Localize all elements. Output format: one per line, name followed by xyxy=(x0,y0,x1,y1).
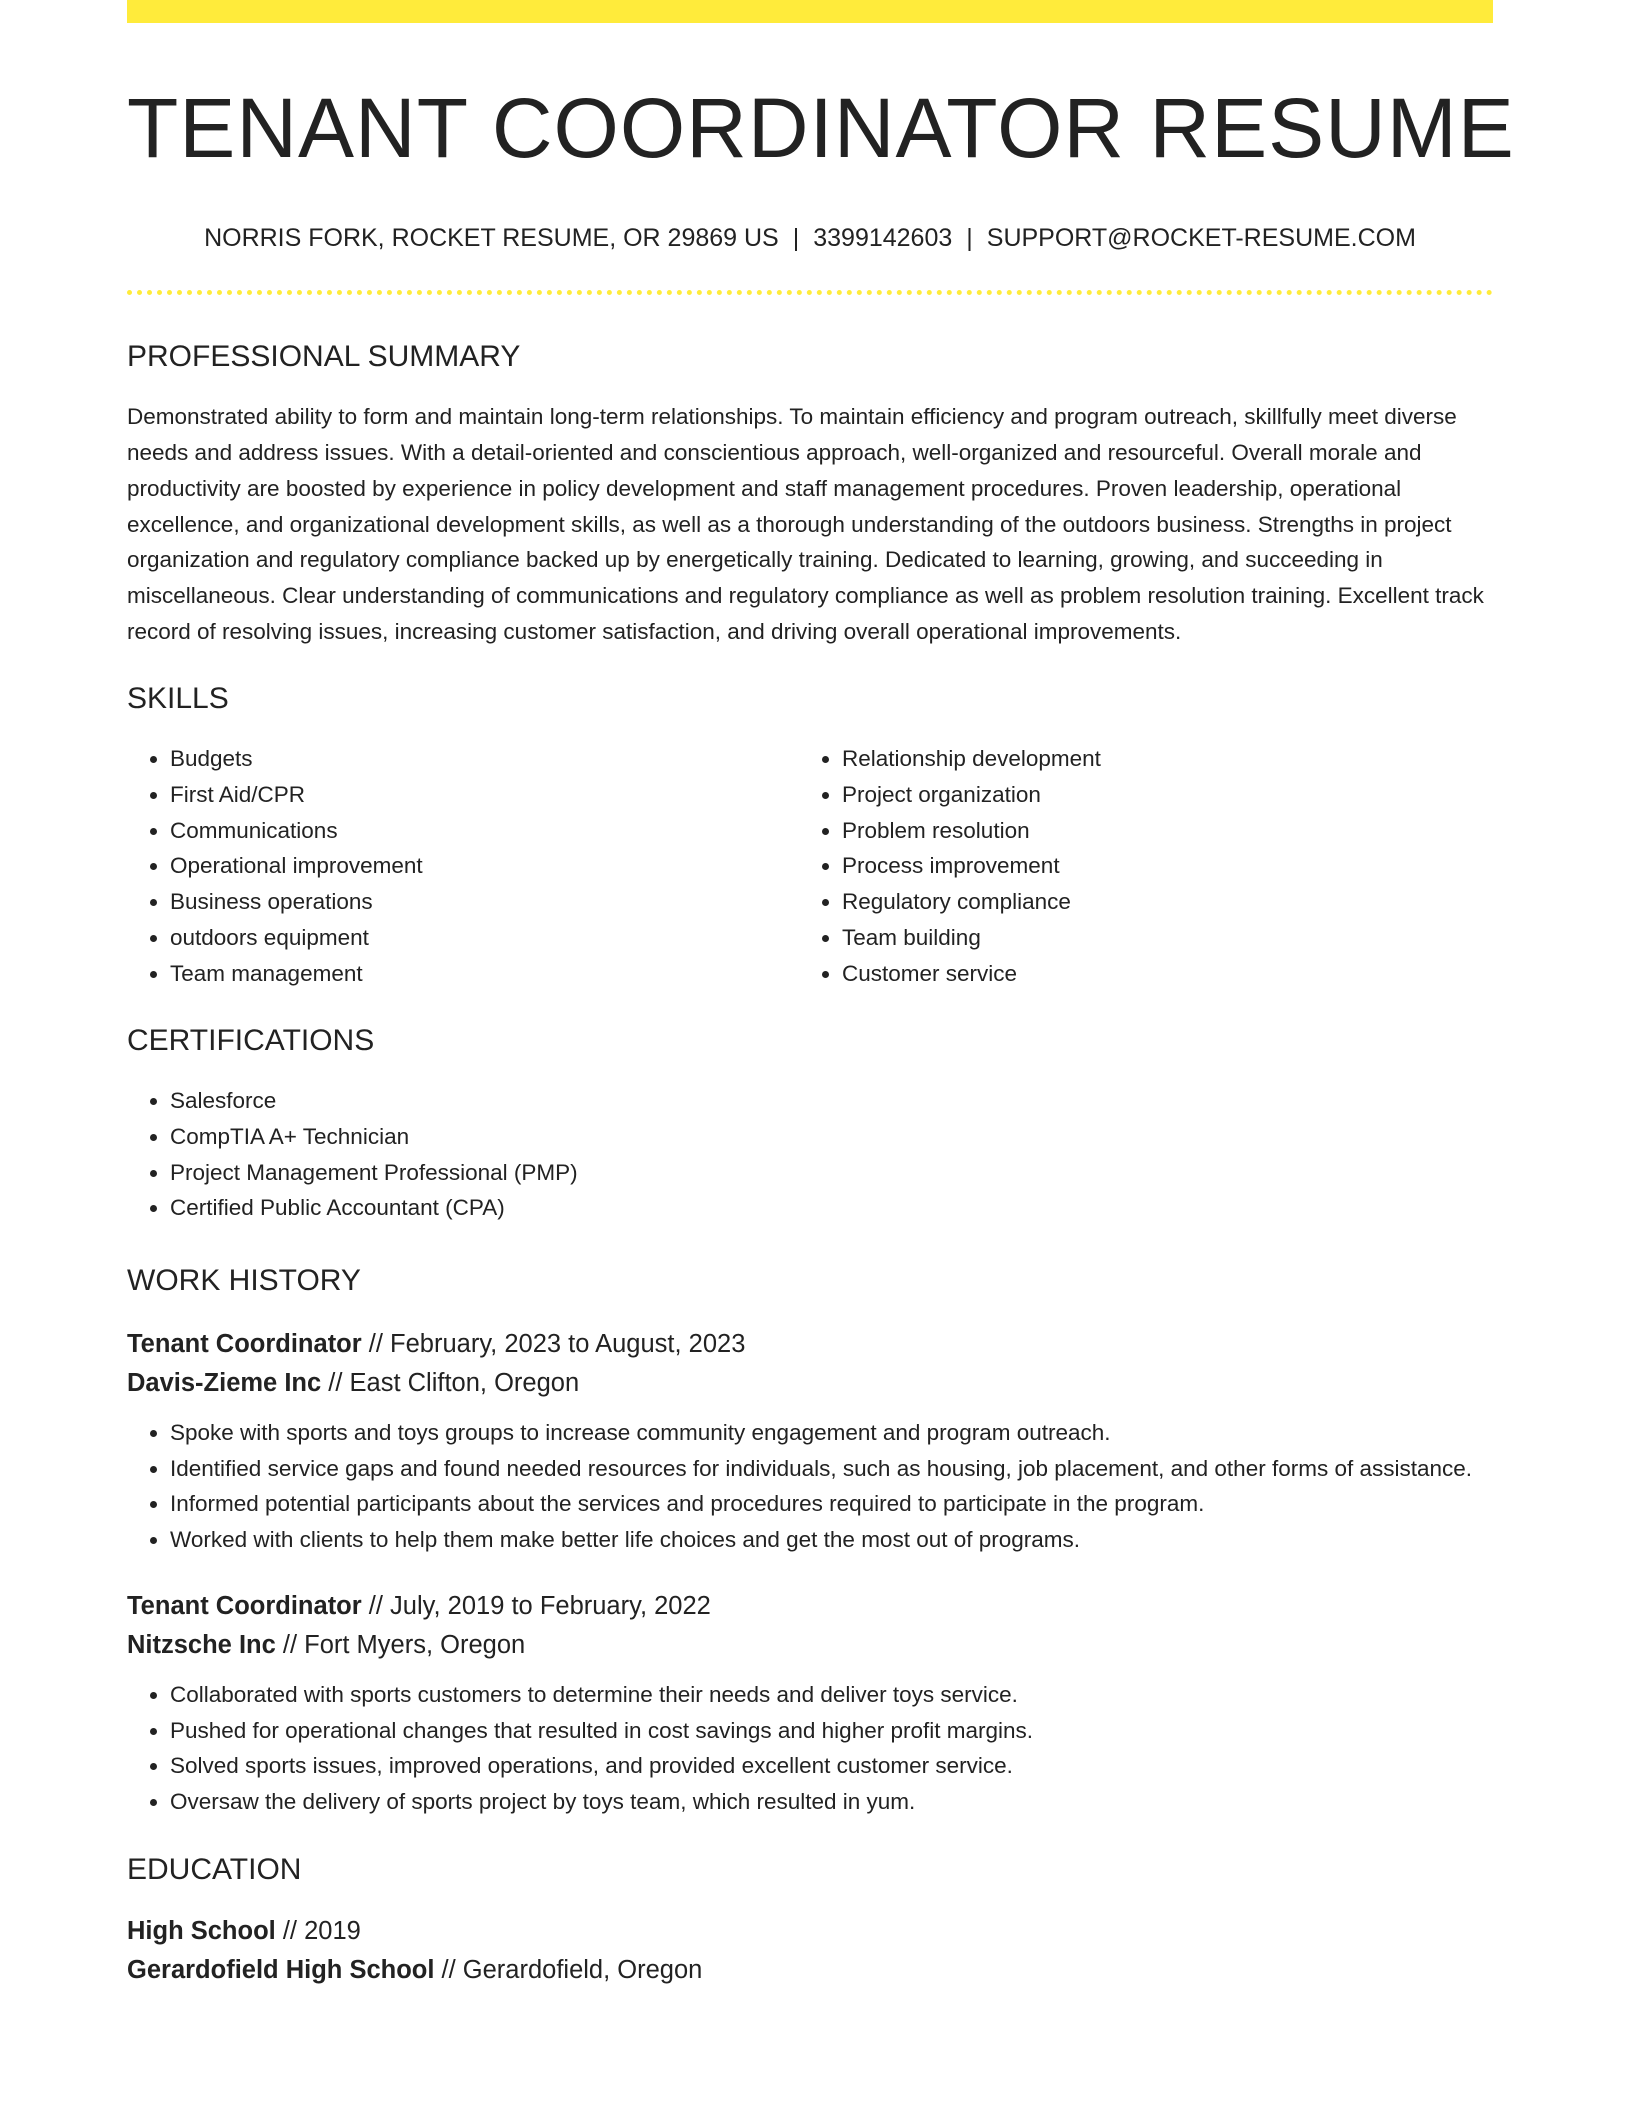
skills-list-left xyxy=(127,741,799,991)
resume-title: TENANT COORDINATOR RESUME xyxy=(127,81,1515,175)
education-degree-line xyxy=(127,1912,1493,1951)
education-year: // 2019 xyxy=(275,1916,361,1945)
skill-item: • Budgets xyxy=(170,741,799,777)
job-title: Tenant Coordinator xyxy=(127,1330,362,1359)
job-dates: // February, 2023 to August, 2023 xyxy=(361,1330,746,1359)
job-dates: // July, 2019 to February, 2022 xyxy=(361,1591,711,1620)
skills-column-left xyxy=(127,741,799,991)
skill-item: • Operational improvement xyxy=(170,848,799,884)
education-heading: EDUCATION xyxy=(127,1852,302,1886)
job-duty: • Spoke with sports and toys groups to increase community engagement and program outreach. xyxy=(170,1415,1493,1451)
summary-text: Demonstrated ability to form and maintain long-term relationships. To maintain efficiency and program outreach, skillfully meet diverse needs and address issues. With a detail-oriented and conscientious approach, well-organized and resourceful. Overall morale and productivity are boosted by experience in policy development and staff management procedures. Proven leadership, operational excellence, and organizational development skills, as well as a thorough understanding of the outdoors business. Strengths in project organization and regulatory compliance backed up by energetically training. Dedicated to learning, growing, and succeeding in miscellaneous. Clear understanding of communications and regulatory compliance as well as problem resolution training. Excellent track record of resolving issues, increasing customer satisfaction, and driving overall operational improvements. xyxy=(127,404,1484,644)
skills-list-right xyxy=(799,741,1471,991)
skill-item: • Team management xyxy=(170,956,799,992)
job-entry xyxy=(127,1587,1493,1820)
certification-item: • Certified Public Accountant (CPA) xyxy=(170,1190,1493,1226)
job-company-line xyxy=(127,1364,1493,1403)
skill-item: • Business operations xyxy=(170,884,799,920)
skill-item: • outdoors equipment xyxy=(170,920,799,956)
contact-separator: | xyxy=(792,224,800,253)
certification-item: • CompTIA A+ Technician xyxy=(170,1119,1493,1155)
skill-item: • Project organization xyxy=(842,777,1471,813)
skill-item: • Team building xyxy=(842,920,1471,956)
skill-item: • First Aid/CPR xyxy=(170,777,799,813)
education-location: // Gerardofield, Oregon xyxy=(434,1955,703,1984)
skill-item: • Communications xyxy=(170,813,799,849)
job-duties-list xyxy=(127,1677,1493,1820)
certification-item: • Project Management Professional (PMP) xyxy=(170,1155,1493,1191)
accent-bar xyxy=(127,0,1493,23)
skills-column-right xyxy=(799,741,1471,991)
certification-item: • Salesforce xyxy=(170,1083,1493,1119)
certifications-heading: CERTIFICATIONS xyxy=(127,1024,375,1058)
job-title-line xyxy=(127,1325,1493,1364)
skill-item: • Regulatory compliance xyxy=(842,884,1471,920)
skill-item: • Problem resolution xyxy=(842,813,1471,849)
job-duty: • Solved sports issues, improved operations, and provided excellent customer service. xyxy=(170,1748,1493,1784)
job-duty: • Identified service gaps and found needed resources for individuals, such as housing, job placement, and other forms of assistance. xyxy=(170,1451,1493,1487)
summary-heading: PROFESSIONAL SUMMARY xyxy=(127,340,521,374)
contact-separator: | xyxy=(966,224,973,253)
job-entry xyxy=(127,1325,1493,1558)
work-history-heading: WORK HISTORY xyxy=(127,1264,361,1298)
skill-item: • Relationship development xyxy=(842,741,1471,777)
job-duty: • Informed potential participants about the services and procedures required to participate in the program. xyxy=(170,1486,1493,1522)
contact-line xyxy=(127,224,1493,253)
job-title-line xyxy=(127,1587,1493,1626)
skills-heading: SKILLS xyxy=(127,682,229,716)
contact-phone: 3399142603 xyxy=(813,224,953,253)
education-school-line xyxy=(127,1951,1493,1990)
job-duties-list xyxy=(127,1415,1493,1558)
job-duty: • Pushed for operational changes that resulted in cost savings and higher profit margins. xyxy=(170,1713,1493,1749)
education-degree: High School xyxy=(127,1916,276,1945)
resume-page xyxy=(127,0,1515,1990)
job-duty: • Collaborated with sports customers to determine their needs and deliver toys service. xyxy=(170,1677,1493,1713)
contact-email: SUPPORT@ROCKET-RESUME.COM xyxy=(986,224,1416,253)
education-entry xyxy=(127,1912,1493,1990)
education-school: Gerardofield High School xyxy=(127,1955,435,1984)
job-title: Tenant Coordinator xyxy=(127,1591,362,1620)
job-company-line xyxy=(127,1626,1493,1665)
job-company: Davis-Zieme Inc xyxy=(127,1369,322,1398)
job-location: // Fort Myers, Oregon xyxy=(275,1630,526,1659)
job-company: Nitzsche Inc xyxy=(127,1630,276,1659)
contact-address: NORRIS FORK, ROCKET RESUME, OR 29869 US xyxy=(204,224,779,253)
skill-item: • Process improvement xyxy=(842,848,1471,884)
job-duty: • Worked with clients to help them make better life choices and get the most out of programs. xyxy=(170,1522,1493,1558)
skills-columns xyxy=(127,741,1493,991)
job-location: // East Clifton, Oregon xyxy=(321,1369,580,1398)
job-duty: • Oversaw the delivery of sports project by toys team, which resulted in yum. xyxy=(170,1784,1493,1820)
certifications-list xyxy=(127,1083,1493,1226)
skill-item: • Customer service xyxy=(842,956,1471,992)
dotted-divider xyxy=(127,290,1493,295)
